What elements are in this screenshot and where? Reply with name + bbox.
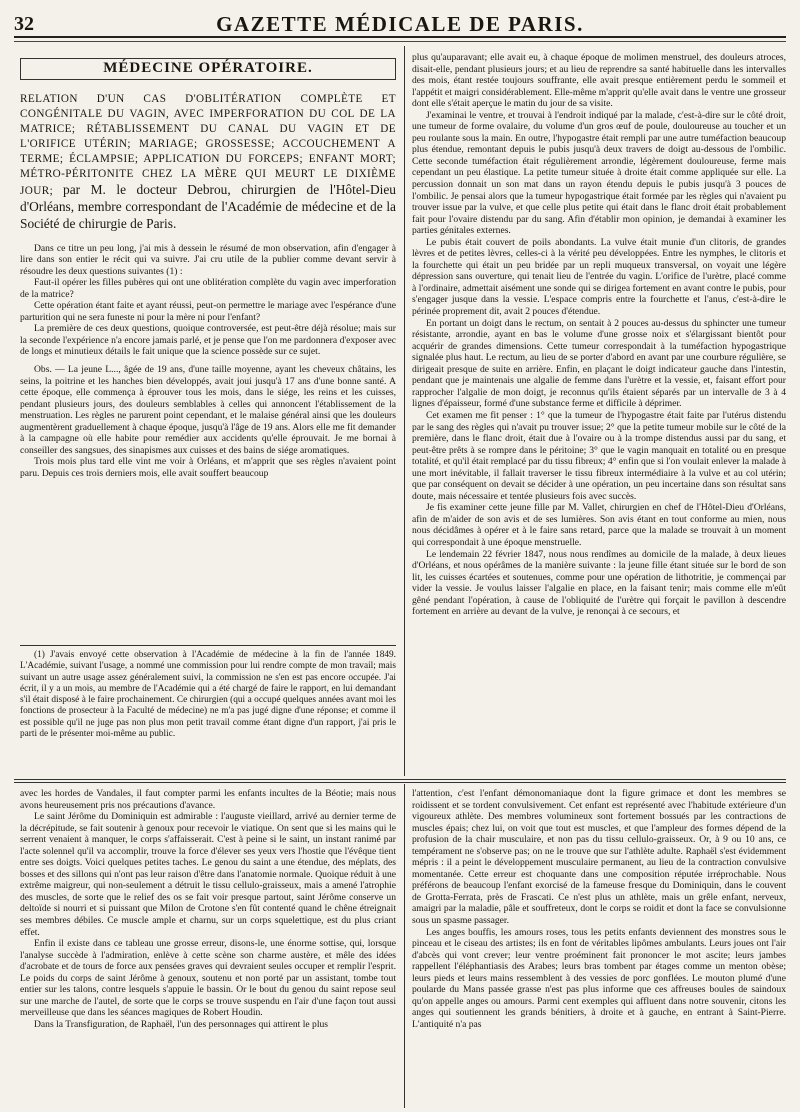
paragraph: En portant un doigt dans le rectum, on sentait à 2 pouces au-dessus du sphincter une tumeur résistante, arrondie, ayant en bas le volume d'une grosse noix et s'élargissant bientôt pour acquérir de grandes dimensions. Cette tumeur correspondait à la tuméfaction hypogastrique signalée plus haut. Le rectum, au lieu de se porter d'abord en avant par une courbure régulière, se dirigeait presque de suite en arrière. Enfin, en plaçant le doigt indicateur gauche dans l'intestin, pendant que je maintenais une algalie de femme dans l'urètre et la vessie, et, faisant effort pour rapprocher l'algalie de mon doigt, je reconnus qu'ils étaient séparés par un intervalle de 3 à 4 lignes d'épaisseur, formé d'une substance ferme et difficile à déprimer. <box>412 317 786 410</box>
paragraph: Je fis examiner cette jeune fille par M. Vallet, chirurgien en chef de l'Hôtel-Dieu d'Orléans, afin de m'aider de son avis et de ses lumières. Son avis étant en tout conforme au mien, nous nous décidâmes à opérer et à le faire sans retard, parce que la malade se trouvait à un moment qui correspondait à une époque menstruelle. <box>412 502 786 548</box>
observation-paragraph: Obs. — La jeune L..., âgée de 19 ans, d'une taille moyenne, ayant les cheveux châtains, les seins, la poitrine et les hanches bien développés, avait joui jusqu'à 17 ans d'une bonne santé. A cette époque, elle commença à éprouver tous les mois, dans le siége, les reins et les cuisses, pendant plusieurs jours, des douleurs semblables à celles qui annoncent l'établissement de la menstruation. Les règles ne parurent point cependant, et le malaise général ainsi que les douleurs augmentèrent graduellement à chaque époque, jusqu'à l'âge de 19 ans. Alors elle me fit demander à la campagne où elle habite pour remédier aux accidents qu'elle éprouvait. Je me bornai à conseiller des sangsues, des sinapismes aux cuisses et des bains de siége aromatiques. <box>20 364 396 456</box>
page-header <box>14 10 786 38</box>
section-title: MÉDECINE OPÉRATOIRE. <box>20 58 396 80</box>
paragraph: Cet examen me fit penser : 1° que la tumeur de l'hypogastre était faite par l'utérus distendu par le sang des règles qui n'avait pu trouver issue; 2° que la petite tumeur mobile sur le côté de la première, dans le flanc droit, était due à l'ovaire ou à la trompe distendus aussi par du sang, et peut-être prêts à se rompre dans le péritoine; 3° que le vagin manquait en totalité ou en presque totalité, et qu'il était remplacé par du tissu fibreux; 4° enfin que si l'on voulait enlever la malade à une mort inévitable, il fallait traverser le tissu fibreux intermédiaire à la vulve et au col utérin; que par conséquent on devait se décider à une opération, un peu incertaine dans son résultat sans doute, mais nécessaire et tentée plusieurs fois avec succès. <box>412 409 786 502</box>
footnote <box>20 650 396 774</box>
paragraph: Trois mois plus tard elle vint me voir à Orléans, et m'apprit que ses règles n'avaient point paru. Depuis ces trois derniers mois, elle avait souffert beaucoup <box>20 456 396 479</box>
paragraph: Dans la Transfiguration, de Raphaël, l'un des personnages qui attirent le plus <box>34 1018 329 1030</box>
article-title <box>20 92 396 233</box>
paragraph: Le lendemain 22 février 1847, nous nous rendîmes au domicile de la malade, à deux lieues d'Orléans, et nous opérâmes de la manière suivante : la jeune fille étant située sur le bord de son lit, les cuisses écartées et soutenues, comme pour une opération de lithotritie, je commençai par vider la vessie. Je voulus laisser l'algalie en place, en la faisant tenir; mais comme elle m'eût gêné pendant l'opération, à cause de l'obliquité de l'urètre qui forçait le pavillon à descendre fortement en arrière au devant de la vulve, je renonçai à ce secours, et <box>412 548 786 618</box>
paragraph: l'attention, c'est l'enfant démonomaniaque dont la figure grimace et dont les membres se roidissent et se tordent convulsivement. Cet enfant est représenté avec l'habitude extérieure d'un vigoureux athlète. Des membres volumineux sont fortement bossués par les contractions de muscles épais; chez lui, on voit que tout est muscles, et que l'ampleur des formes dépend de la profusion de la chair musculaire, et non pas du tissu cellulo-graisseux. Or, à 9 ou 10 ans, ce tempérament ne s'observe pas; on ne le trouve que sur l'athlète adulte. Raphaël s'est évidemment mépris : il a peint le développement musculaire permanent, au lieu de la contraction convulsive momentanée. Cette erreur est choquante dans une composition réputée irréprochable. Nous préférons de beaucoup l'enfant exorcisé de la fameuse fresque du Dominiquin, dans le couvent de Grotta-Ferrata, près de Frascati. Ce n'est plus un athlète, mais un grêle enfant, nerveux, amaigri par la maladie, pâle et souffreteux, dont le corps se roidit et dont la face se convulsionne sous un spasme passager. <box>412 788 786 927</box>
article-title-smallcaps: RELATION D'UN CAS D'OBLITÉRATION COMPLÈTE ET CONGÉNITALE DU VAGIN, AVEC IMPERFORATION DU COL DE LA MATRICE; RÉTABLISSEMENT DU CANAL DU VAGIN ET DE L'ORIFICE UTÉRIN; MARIAGE; GROSSESSE; ACCOUCHEMENT A TERME; ÉCLAMPSIE; APPLICATION DU FORCEPS; ENFANT MORT; MÉTRO-PÉRITONITE CHEZ LA MÈRE QUI MEURT LE DIXIÈME JOUR; <box>20 92 396 197</box>
paragraph: La première de ces deux questions, quoique controversée, est peut-être déjà résolue; mais sur la seconde l'expérience n'a encore jamais parlé, et je pense que l'on me pardonnera d'exposer avec de longs et minutieux détails le fait unique que la science possède sur ce sujet. <box>20 323 396 358</box>
paragraph: Cette opération étant faite et ayant réussi, peut-on permettre le mariage avec l'espérance d'une parturition qui ne sera funeste ni pour la mère ni pour l'enfant? <box>20 300 396 323</box>
paragraph: plus qu'auparavant; elle avait eu, à chaque époque de molimen menstruel, des douleurs atroces, disait-elle, pendant plusieurs jours; et au lieu de reprendre sa santé habituelle dans les intervalles des mois, étant restée toujours souffrante, elle avait presque entièrement perdu le sommeil et l'appétit et maigri considérablement. Elle-même m'apprit qu'elle avait dans le ventre une grosseur dont elle s'était aperçue le matin du jour de sa visite. <box>412 52 786 110</box>
paragraph: Enfin il existe dans ce tableau une grosse erreur, disons-le, une énorme sottise, qui, lorsque l'analyse succède à l'admiration, enlève à cette scène son charme austère, et mêle des idées d'acrobate et de tours de force aux pensées graves qui devraient seules occuper et remplir l'esprit. Le poids du corps de saint Jérôme à genoux, soutenu et non porté par un assistant, tombe tout entier sur les talons, contre lesquels s'appuie le bassin. Or le bout du genou du saint repose seul sur une marche de l'autel, de sorte que le corps se trouve suspendu en l'air d'une façon tout aussi merveilleuse que dans les séances magiques de Robert Houdin. <box>20 938 396 1019</box>
footnote-rule <box>20 645 396 646</box>
feuilleton-column-1 <box>20 788 396 1106</box>
paragraph: avec les hordes de Vandales, il faut compter parmi les enfants incultes de la Béotie; mais nous avons heureusement pris nos précautions d'avance. <box>20 788 396 811</box>
paragraph: Les anges bouffis, les amours roses, tous les petits enfants deviennent des monstres sous le pinceau et le ciseau des artistes; ils en font de véritables lipômes ambulants. Leurs joues ont l'air d'abcès qui vont crever; leur ventre proéminent fait prononcer le mot ascite; leurs jambes rappellent l'éléphantiasis des Arabes; leurs bras tombent par étages comme un menton obèse; leurs pieds et leurs mains ressemblent à des vessies de porc gonflées. Le mouton plumé d'une poularde du Mans passée grasse n'est pas plus informe que ces affreuses boules de saindoux qu'on appelle anges ou amours. Parmi cent exemples qui affluent dans notre souvenir, citons les anges qui soutiennent les grands bénitiers, à droite et à gauche, en entrant à Saint-Pierre. L'antiquité n'a pas <box>412 926 786 1030</box>
article-author-line: par M. le docteur Debrou, chirurgien de l'Hôtel-Dieu d'Orléans, membre correspondant de l'Académie de médecine et de la Société de chirurgie de Paris. <box>20 181 396 231</box>
feuilleton-column-2 <box>412 788 786 1106</box>
column-divider-top <box>404 46 405 776</box>
journal-title: GAZETTE MÉDICALE DE PARIS. <box>216 12 584 36</box>
feuilleton-rule-1 <box>14 779 786 780</box>
column-2 <box>412 52 786 774</box>
paragraph: J'examinai le ventre, et trouvai à l'endroit indiqué par la malade, c'est-à-dire sur le côté droit, une tumeur de forme ovalaire, du volume d'un gros œuf de poule, douloureuse au toucher et un peu roulante sous la main. En outre, l'hypogastre était rempli par une autre tuméfaction beaucoup plus étendue, remontant depuis le pubis jusqu'à deux travers de doigt au-dessous de l'ombilic. Cette seconde tuméfaction était régulièrement arrondie, légèrement douloureuse, ferme mais cependant un peu élastique. La petite tumeur située à droite était comme appliquée sur elle. La percussion donnait un son mat dans un rayon étendu depuis le pubis jusqu'à 3 pouces de l'ombilic. Je pensai alors que la tumeur hypogastrique était formée par les règles qui n'avaient pu trouver issue par la vulve, et que celle plus petite qui était dans le flanc droit était probablement fait pour l'ovaire distendu par du sang. Afin d'établir mon opinion, je demandai à examiner les parties génitales externes. <box>412 109 786 237</box>
paragraph: Dans ce titre un peu long, j'ai mis à dessein le résumé de mon observation, afin d'engager à lire dans son entier le récit qui va suivre. J'ai cru utile de la publier comme devant servir à résoudre les deux questions suivantes (1) : <box>20 242 396 277</box>
paragraph: Le pubis était couvert de poils abondants. La vulve était munie d'un clitoris, de grandes lèvres et de petites lèvres, celles-ci à la vérité peu développées. Entre les nymphes, le clitoris et la fourchette qui était un peu bridée par un repli muqueux transversal, on voyait une légère dépression sans ouverture, qui tenait lieu de l'entrée du vagin. L'orifice de l'urètre, placé comme à l'ordinaire, admettait aisément une sonde qui se dirigea fortement en avant contre le pubis, pour s'engager jusque dans la vessie. L'espace compris entre la fourchette et l'anus, c'est-à-dire le périnée proprement dit, avait 2 pouces d'étendue. <box>412 236 786 318</box>
column-divider-bottom <box>404 784 405 1108</box>
paragraph: Faut-il opérer les filles pubères qui ont une oblitération complète du vagin avec imperforation de la matrice? <box>20 277 396 300</box>
column-1 <box>20 52 396 644</box>
feuilleton-rule-2 <box>14 782 786 783</box>
page-number: 32 <box>14 13 34 35</box>
paragraph: Le saint Jérôme du Dominiquin est admirable : l'auguste vieillard, arrivé au dernier terme de la décrépitude, se fait soutenir à genoux pour recevoir le viatique. On sent que si les mains qui le serrent venaient à manquer, le corps s'affaisserait. C'est à peine si le saint, un instant ranimé par l'acte solennel qu'il va accomplir, trouve la force d'élever ses yeux vers l'hostie que l'évêque tient entre ses doigts. Voici quelques petites taches. Le genou du saint a une étendue, des méplats, des bosses et des sillons qui n'ont pas leur raison d'être dans l'anatomie normale. Quoique réduit à une extrême maigreur, qui non-seulement a détruit le tissu cellulo-graisseux, mais a amené l'atrophie des muscles, de sorte que le relief des os se fait voir presque partout, saint Jérôme conserve un deltoïde si nourri et si puissant que Milon de Crotone s'en fût contenté quand le chêne étreignait ses membres débiles. Ce muscle ample et charnu, sur un corps squelettique, est du plus criant effet. <box>20 811 396 938</box>
footnote-text: (1) J'avais envoyé cette observation à l'Académie de médecine à la fin de l'année 1849. L'Académie, suivant l'usage, a nommé une commission pour lui rendre compte de mon travail; mais suivant un autre usage assez généralement suivi, la commission ne s'en est pas encore occupée. J'ai écrit, il y a un mois, au membre de l'Académie qui a été chargé de faire le rapport, en lui demandant s'il était disposé à le faire prochainement. Ce chirurgien (qui a occupé quelques années avant moi les fonctions de prosecteur à la Faculté de médecine) ne m'a pas jugé digne d'une réponse; et comme il est possible qu'il ne juge pas non plus mon petit travail comme étant digne d'un rapport, j'ai pris le parti de le présenter moi-même au public. <box>20 650 396 740</box>
header-rule <box>14 41 786 42</box>
